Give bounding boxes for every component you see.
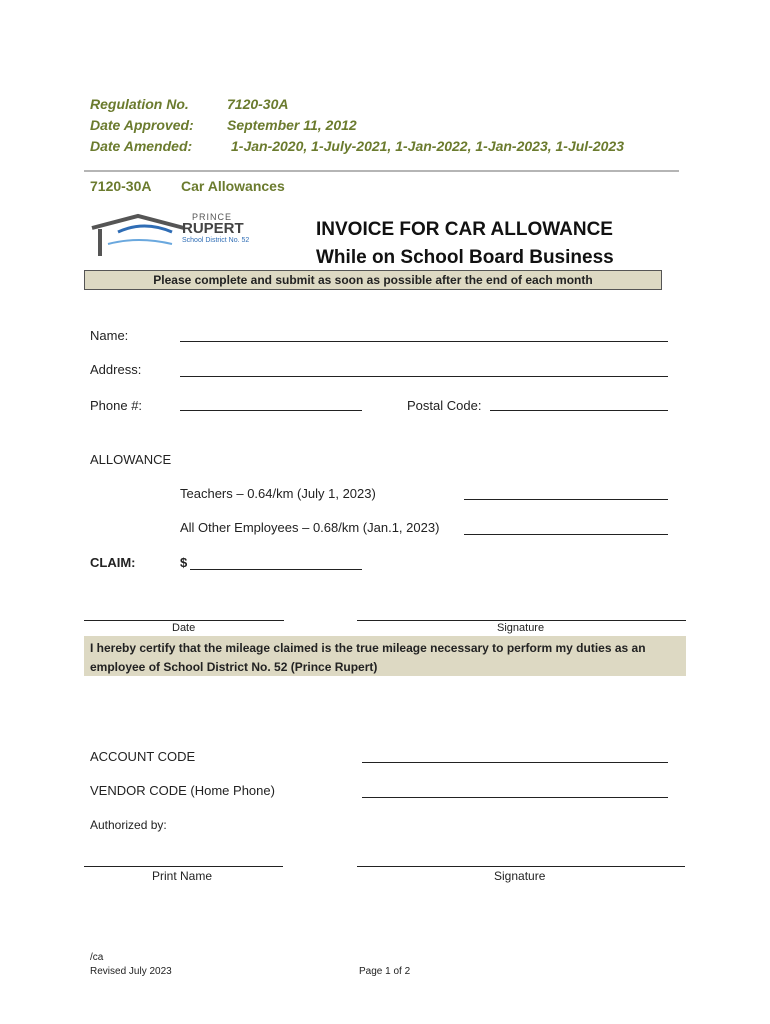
postal-code-label: Postal Code:: [407, 398, 482, 413]
claim-amount-field[interactable]: [190, 569, 362, 570]
header-divider: [84, 170, 679, 172]
address-label: Address:: [90, 362, 142, 377]
signature-field[interactable]: [357, 620, 686, 621]
page-number: Page 1 of 2: [359, 966, 411, 977]
phone-field[interactable]: [180, 410, 362, 411]
instruction-banner: Please complete and submit as soon as possible after the end of each month: [84, 270, 662, 290]
claim-currency: $: [180, 555, 188, 570]
date-label: Date: [172, 622, 196, 634]
address-field[interactable]: [180, 376, 668, 377]
teachers-km-field[interactable]: [464, 499, 668, 500]
phone-label: Phone #:: [90, 398, 143, 413]
vendor-code-field[interactable]: [362, 797, 668, 798]
print-name-field[interactable]: [84, 866, 283, 867]
authorized-by-label: Authorized by:: [90, 818, 167, 832]
allowance-heading: ALLOWANCE: [90, 452, 172, 467]
signature-label: Signature: [497, 622, 545, 634]
logo-prince: PRINCE: [192, 212, 233, 222]
name-label: Name:: [90, 328, 129, 343]
approved-label: Date Approved:: [90, 117, 194, 133]
footer-initials: /ca: [90, 952, 104, 963]
other-rate-label: All Other Employees – 0.68/km (Jan.1, 2023): [180, 520, 440, 535]
footer-revised: Revised July 2023: [90, 966, 172, 977]
authorized-signature-field[interactable]: [357, 866, 685, 867]
postal-code-field[interactable]: [490, 410, 668, 411]
vendor-code-label: VENDOR CODE (Home Phone): [90, 783, 275, 798]
print-name-label: Print Name: [152, 869, 213, 883]
certification-statement: I hereby certify that the mileage claimed is the true mileage necessary to perform my duties as an employee of School District No. 52 (Prince Rupert): [84, 636, 686, 676]
form-title: INVOICE FOR CAR ALLOWANCE: [316, 219, 613, 240]
account-code-field[interactable]: [362, 762, 668, 763]
section-number: 7120-30A: [90, 178, 152, 194]
teachers-rate-label: Teachers – 0.64/km (July 1, 2023): [180, 486, 376, 501]
account-code-label: ACCOUNT CODE: [90, 749, 196, 764]
form-subtitle: While on School Board Business: [316, 247, 614, 268]
amended-label: Date Amended:: [90, 138, 193, 154]
date-field[interactable]: [84, 620, 284, 621]
logo-district: School District No. 52: [182, 237, 250, 244]
logo-rupert: RUPERT: [182, 220, 244, 237]
district-logo: [88, 210, 258, 262]
claim-label: CLAIM:: [90, 555, 136, 570]
other-km-field[interactable]: [464, 534, 668, 535]
authorized-signature-label: Signature: [494, 869, 546, 883]
regulation-value: 7120-30A: [227, 96, 289, 112]
name-field[interactable]: [180, 341, 668, 342]
section-title: Car Allowances: [181, 178, 285, 194]
approved-value: September 11, 2012: [227, 117, 357, 133]
amended-value: 1-Jan-2020, 1-July-2021, 1-Jan-2022, 1-Jan-2023, 1-Jul-2023: [231, 138, 625, 154]
regulation-label: Regulation No.: [90, 96, 189, 112]
